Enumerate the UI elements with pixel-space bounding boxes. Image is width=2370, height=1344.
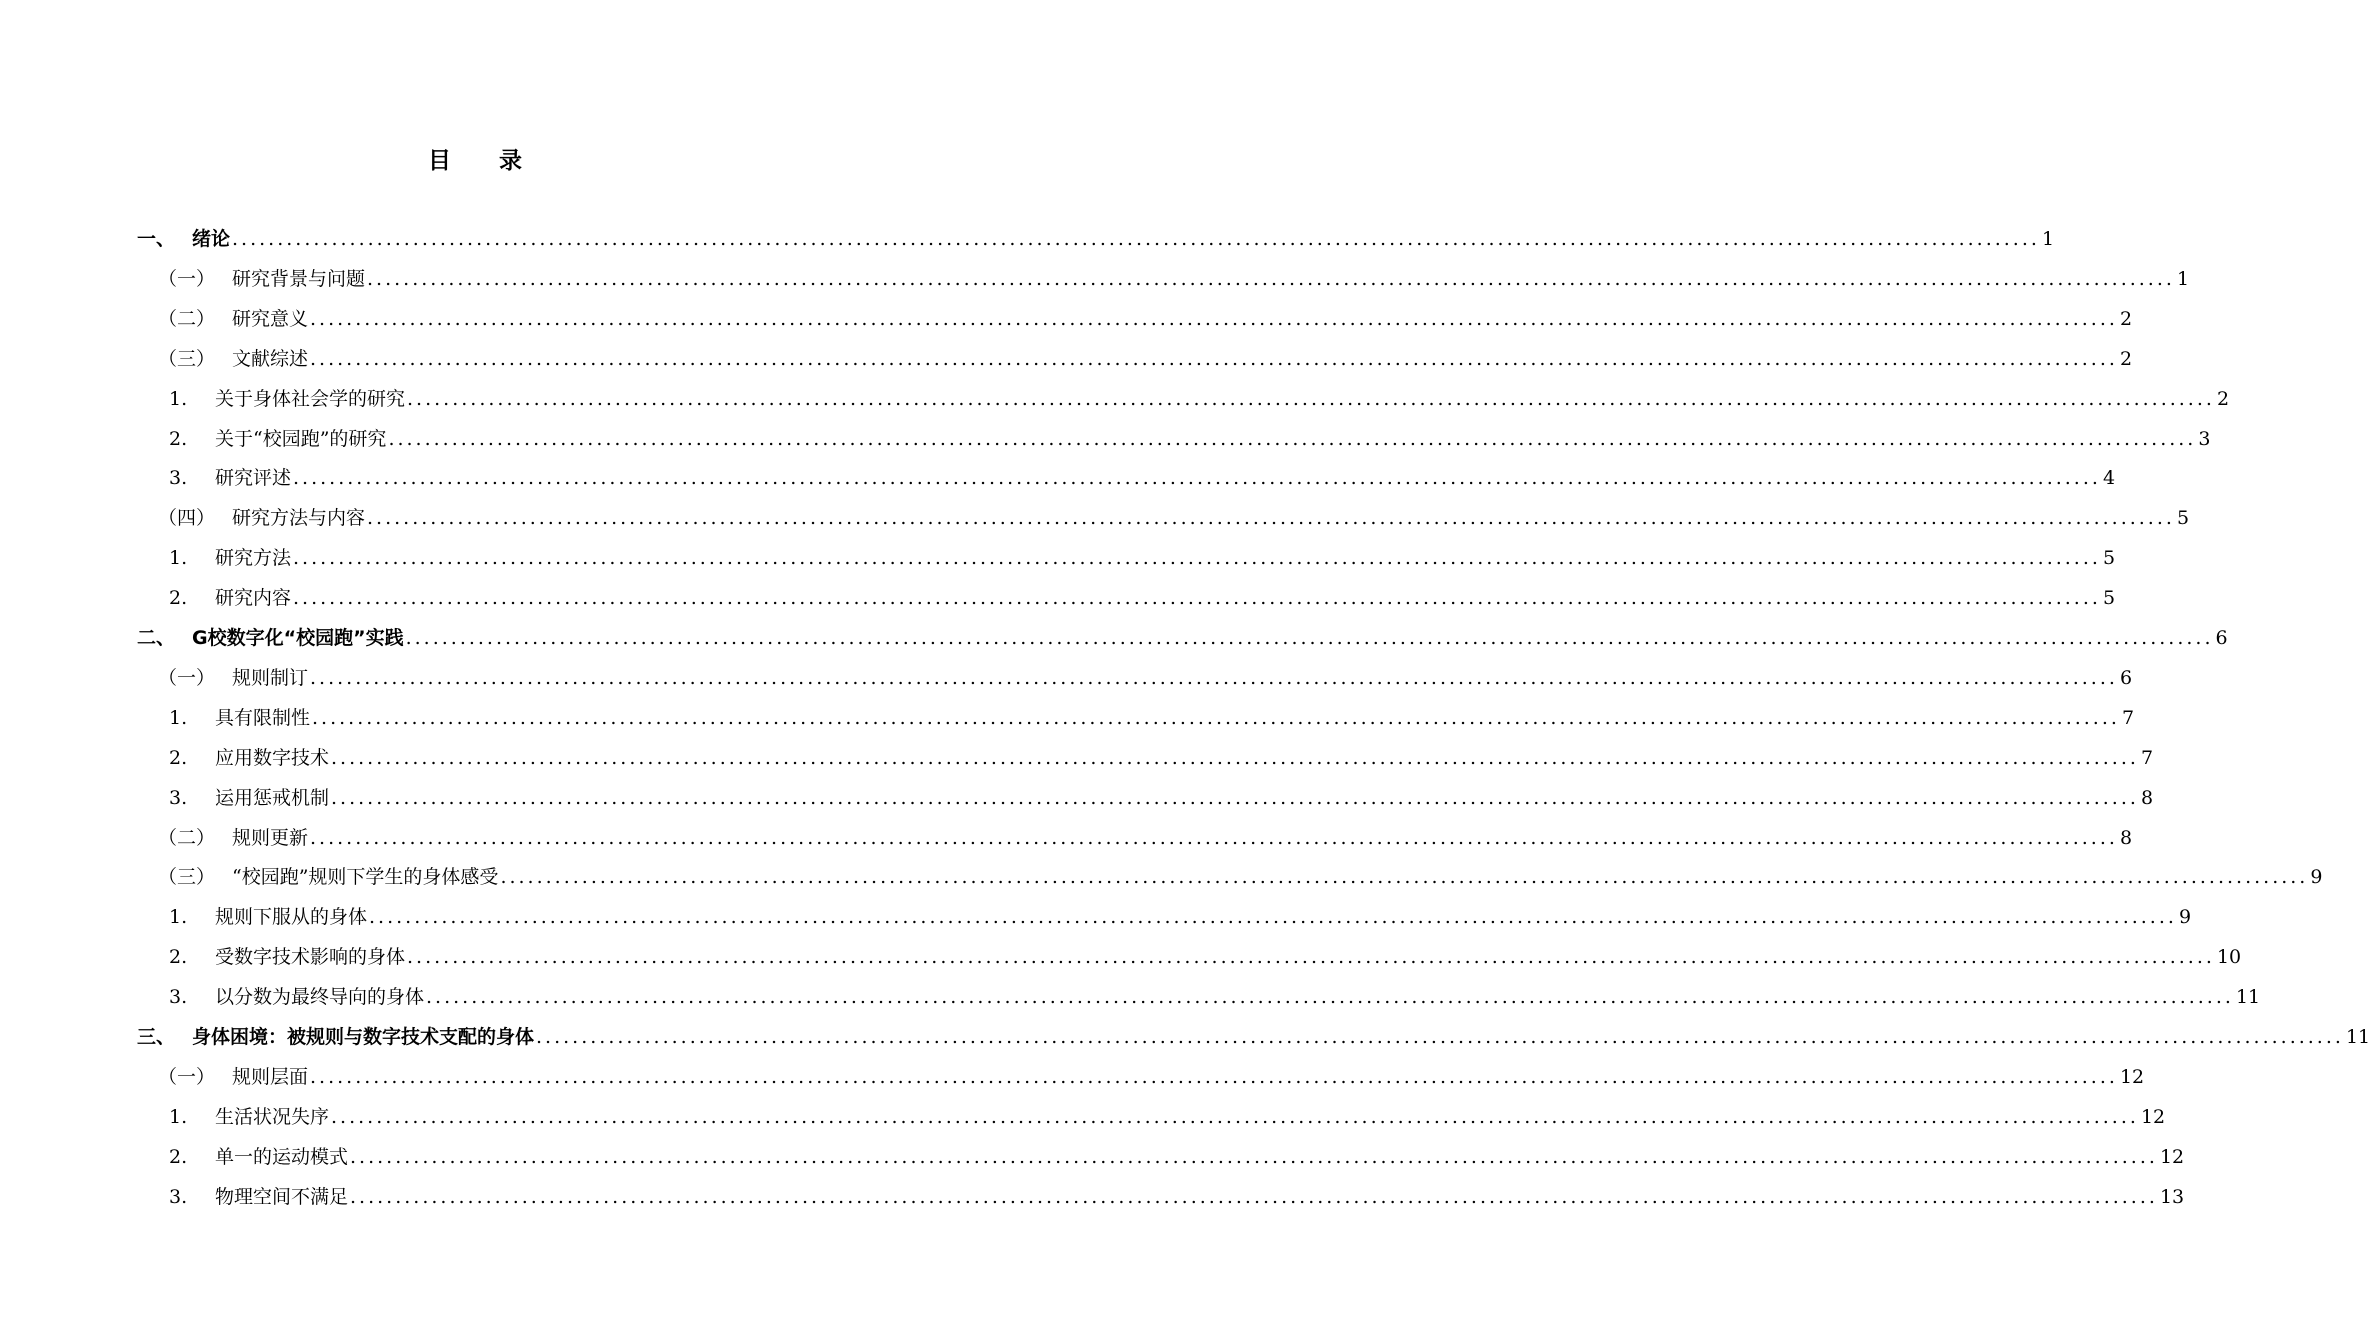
toc-entry-number: （一） <box>158 666 216 689</box>
toc-entry[interactable] <box>169 1102 2166 1132</box>
toc-entry-number: （四） <box>158 507 216 530</box>
toc-entry-number: （一） <box>158 267 216 290</box>
toc-dot-leader: ........................................................................................................................................................................................................ <box>310 826 2118 849</box>
toc-entry-label: 身体困境：被规则与数字技术支配的身体 <box>192 1026 535 1048</box>
toc-entry-number: 3. <box>169 786 188 809</box>
toc-entry-page: 12 <box>2159 1145 2185 1168</box>
toc-dot-leader: ........................................................................................................................................................................................................ <box>407 387 2215 410</box>
toc-entry-page: 6 <box>2215 627 2228 649</box>
toc-entry-page: 6 <box>2119 666 2133 689</box>
toc-entry[interactable] <box>169 463 2116 493</box>
toc-entry-number: （三） <box>158 347 216 370</box>
toc-entry[interactable] <box>158 264 2190 294</box>
toc-entry[interactable] <box>158 862 2323 892</box>
toc-dot-leader: ........................................................................................................................................................................................................ <box>232 228 2040 250</box>
toc-entry-page: 11 <box>2235 986 2261 1009</box>
toc-entry-number: 1. <box>169 1105 188 1128</box>
toc-entry-label: 具有限制性 <box>215 706 311 729</box>
toc-entry-label: 运用惩戒机制 <box>215 786 330 809</box>
toc-entry[interactable] <box>169 783 2154 813</box>
toc-entry-number: （二） <box>158 826 216 849</box>
toc-entry-label: 研究评述 <box>215 467 292 490</box>
toc-entry-label: 关于“校园跑”的研究 <box>215 427 387 450</box>
toc-entry-page: 9 <box>2310 866 2323 889</box>
toc-entry-page: 2 <box>2216 387 2230 410</box>
toc-entry-page: 5 <box>2102 547 2116 570</box>
toc-entry[interactable] <box>169 583 2116 613</box>
page-title: 目录 <box>428 148 570 174</box>
toc-entry-label: 绪论 <box>192 228 231 250</box>
toc-entry[interactable] <box>169 384 2230 414</box>
toc-entry[interactable] <box>158 503 2190 533</box>
toc-entry-page: 12 <box>2140 1105 2166 1128</box>
toc-entry-label: 研究方法 <box>215 547 292 570</box>
toc-entry-number: 2. <box>169 427 188 450</box>
toc-entry-label: 研究方法与内容 <box>232 507 366 530</box>
toc-entry-number: （三） <box>158 866 216 889</box>
toc-entry-page: 8 <box>2140 786 2154 809</box>
toc-dot-leader: ........................................................................................................................................................................................................ <box>350 1185 2158 1208</box>
toc-entry-page: 7 <box>2140 746 2154 769</box>
toc-entry-page: 10 <box>2216 946 2242 969</box>
toc-entry-page: 4 <box>2102 467 2116 490</box>
toc-dot-leader: ........................................................................................................................................................................................................ <box>310 1065 2118 1088</box>
toc-dot-leader: ........................................................................................................................................................................................................ <box>293 547 2101 570</box>
toc-entry-page: 11 <box>2345 1026 2370 1048</box>
toc-entry[interactable] <box>169 424 2211 454</box>
toc-entry-label: 研究内容 <box>215 587 292 610</box>
toc-entry-page: 2 <box>2119 347 2133 370</box>
toc-entry-label: 研究背景与问题 <box>232 267 366 290</box>
toc-entry-page: 8 <box>2119 826 2133 849</box>
toc-dot-leader: ........................................................................................................................................................................................................ <box>367 267 2175 290</box>
toc-dot-leader: ........................................................................................................................................................................................................ <box>310 347 2118 370</box>
toc-dot-leader: ........................................................................................................................................................................................................ <box>426 986 2234 1009</box>
toc-entry-label: 规则更新 <box>232 826 309 849</box>
toc-entry-page: 13 <box>2159 1185 2185 1208</box>
toc-entry-label: 研究意义 <box>232 307 309 330</box>
toc-entry[interactable] <box>158 344 2133 374</box>
toc-dot-leader: ........................................................................................................................................................................................................ <box>350 1145 2158 1168</box>
toc-entry[interactable] <box>158 823 2133 853</box>
toc-entry-page: 1 <box>2176 267 2190 290</box>
toc-entry[interactable] <box>169 1182 2185 1212</box>
toc-entry-number: 3. <box>169 1185 188 1208</box>
toc-entry-page: 5 <box>2102 587 2116 610</box>
toc-entry-label: G校数字化“校园跑”实践 <box>192 627 404 649</box>
toc-entry-label: 应用数字技术 <box>215 746 330 769</box>
toc-entry-label: 文献综述 <box>232 347 309 370</box>
toc-entry[interactable] <box>137 1022 2370 1052</box>
toc-entry-label: 关于身体社会学的研究 <box>215 387 406 410</box>
toc-entry[interactable] <box>158 304 2133 334</box>
toc-entry-number: 3. <box>169 467 188 490</box>
toc-entry[interactable] <box>169 1142 2185 1172</box>
toc-entry-page: 2 <box>2119 307 2133 330</box>
toc-dot-leader: ........................................................................................................................................................................................................ <box>405 627 2214 649</box>
toc-entry[interactable] <box>169 543 2116 573</box>
toc-entry[interactable] <box>169 982 2261 1012</box>
toc-entry-number: 2. <box>169 946 188 969</box>
toc-dot-leader: ........................................................................................................................................................................................................ <box>407 946 2215 969</box>
toc-entry-label: 以分数为最终导向的身体 <box>215 986 425 1009</box>
toc-entry-page: 9 <box>2178 906 2192 929</box>
toc-dot-leader: ........................................................................................................................................................................................................ <box>331 746 2139 769</box>
toc-entry-number: 三、 <box>137 1026 176 1048</box>
toc-dot-leader: ........................................................................................................................................................................................................ <box>367 507 2175 530</box>
toc-dot-leader: ........................................................................................................................................................................................................ <box>369 906 2177 929</box>
toc-entry[interactable] <box>169 703 2135 733</box>
toc-entry-page: 12 <box>2119 1065 2145 1088</box>
toc-entry-number: （二） <box>158 307 216 330</box>
toc-entry-number: 2. <box>169 746 188 769</box>
toc-entry-label: 规则下服从的身体 <box>215 906 368 929</box>
toc-entry-page: 5 <box>2176 507 2190 530</box>
toc-entry-label: 规则制订 <box>232 666 309 689</box>
toc-entry-number: 3. <box>169 986 188 1009</box>
toc-entry[interactable] <box>169 743 2154 773</box>
toc-dot-leader: ........................................................................................................................................................................................................ <box>312 706 2120 729</box>
toc-entry-label: 规则层面 <box>232 1065 309 1088</box>
toc-entry-label: 生活状况失序 <box>215 1105 330 1128</box>
toc-dot-leader: ........................................................................................................................................................................................................ <box>500 866 2309 889</box>
toc-dot-leader: ........................................................................................................................................................................................................ <box>310 307 2118 330</box>
toc-entry-number: （一） <box>158 1065 216 1088</box>
toc-entry-number: 2. <box>169 1145 188 1168</box>
toc-entry-label: “校园跑”规则下学生的身体感受 <box>232 866 499 889</box>
toc-entry-page: 7 <box>2121 706 2135 729</box>
toc-entry-page: 1 <box>2041 228 2055 250</box>
toc-entry[interactable] <box>169 902 2192 932</box>
toc-entry-number: 1. <box>169 387 188 410</box>
toc-entry-number: 二、 <box>137 627 176 649</box>
toc-dot-leader: ........................................................................................................................................................................................................ <box>331 1105 2139 1128</box>
toc-entry[interactable] <box>169 942 2242 972</box>
toc-entry[interactable] <box>158 663 2133 693</box>
toc-entry-number: 1. <box>169 906 188 929</box>
toc-entry-number: 1. <box>169 706 188 729</box>
toc-entry-label: 单一的运动模式 <box>215 1145 349 1168</box>
toc-dot-leader: ........................................................................................................................................................................................................ <box>536 1026 2344 1048</box>
toc-entry-number: 2. <box>169 587 188 610</box>
toc-entry-number: 1. <box>169 547 188 570</box>
toc-entry[interactable] <box>158 1062 2145 1092</box>
toc-dot-leader: ........................................................................................................................................................................................................ <box>331 786 2139 809</box>
toc-entry[interactable] <box>137 623 2228 653</box>
toc-entry-label: 受数字技术影响的身体 <box>215 946 406 969</box>
toc-dot-leader: ........................................................................................................................................................................................................ <box>293 467 2101 490</box>
toc-entry-number: 一、 <box>137 228 176 250</box>
toc-dot-leader: ........................................................................................................................................................................................................ <box>293 587 2101 610</box>
toc-dot-leader: ........................................................................................................................................................................................................ <box>388 427 2197 450</box>
toc-entry[interactable] <box>137 224 2055 254</box>
toc-entry-label: 物理空间不满足 <box>215 1185 349 1208</box>
toc-dot-leader: ........................................................................................................................................................................................................ <box>310 666 2118 689</box>
toc-entry-page: 3 <box>2198 427 2211 450</box>
